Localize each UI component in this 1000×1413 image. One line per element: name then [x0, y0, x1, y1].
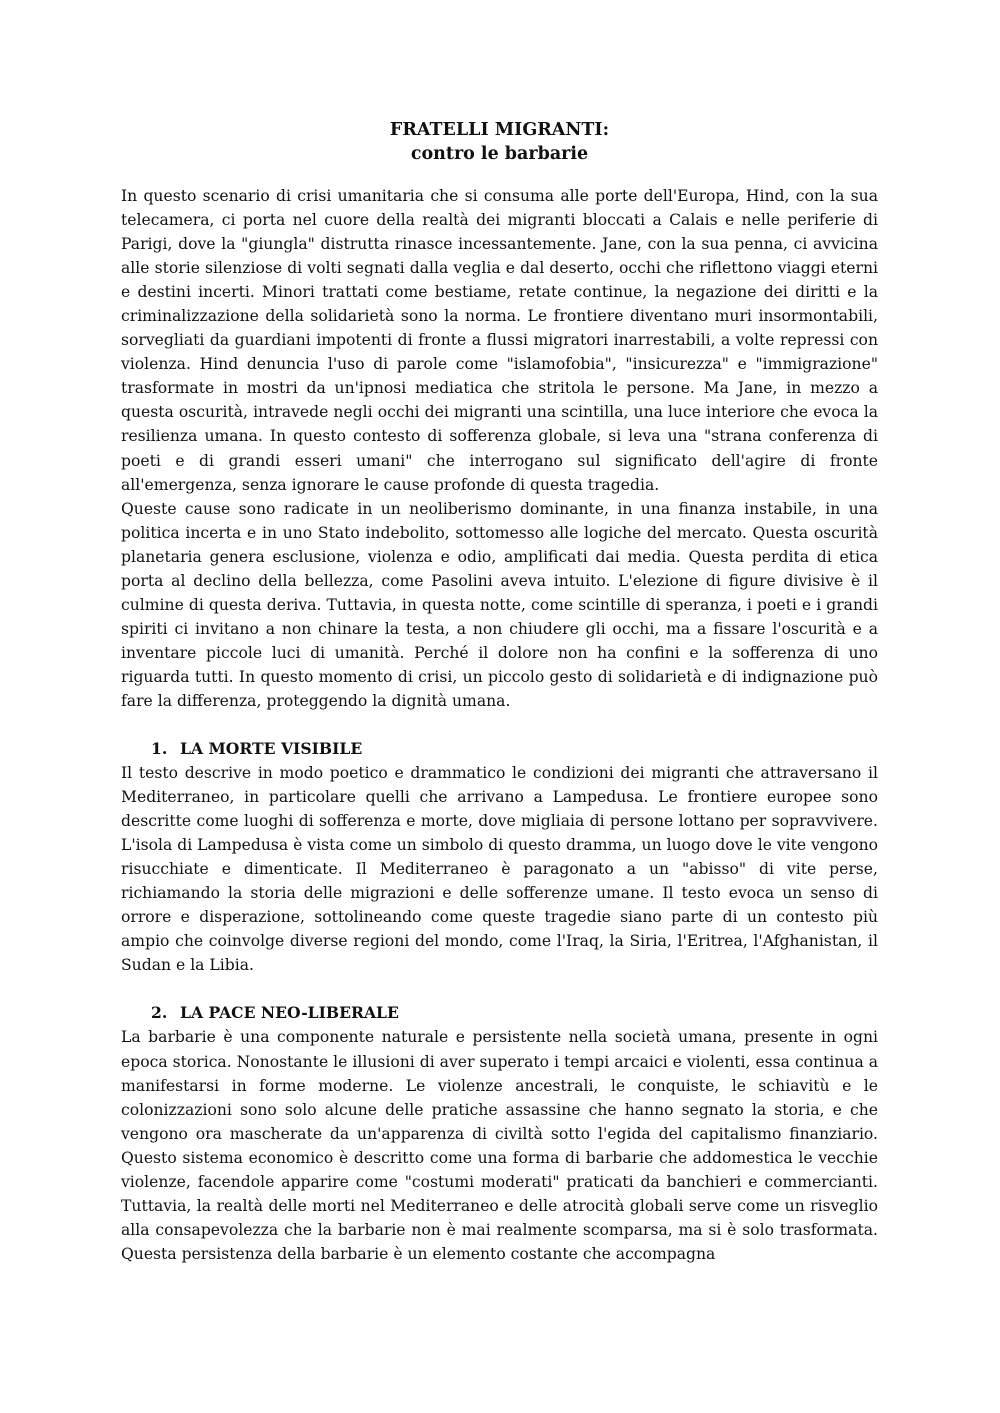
section-2-number: 2.	[151, 1003, 168, 1023]
section-1-number: 1.	[151, 739, 168, 759]
section-2-heading	[121, 1001, 878, 1025]
title-line-2: contro le barbarie	[410, 144, 589, 164]
section-2-text: La barbarie è una componente naturale e persistente nella società umana, presente in ogni epoca storica. Nonostante le illusioni di aver superato i tempi arcaici e violenti, essa continua a manifestarsi in forme moderne. Le violenze ancestrali, le conquiste, le schiavitù e le colonizzazioni sono solo alcune delle pratiche assassine che hanno segnato la storia, e che vengono ora mascherate da un'apparenza di civiltà sotto l'egida del capitalismo finanziario. Questo sistema economico è descritto come una forma di barbarie che addomestica le vecchie violenze, facendole apparire come "costumi moderati" praticati da banchieri e commercianti. Tuttavia, la realtà delle morti nel Mediterraneo e delle atrocità globali serve come un risveglio alla consapevolezza che la barbarie non è mai realmente scomparsa, ma si è solo trasformata. Questa persistenza della barbarie è un elemento costante che accompagna	[121, 1028, 878, 1263]
document-page	[121, 118, 878, 1266]
title-line-1: FRATELLI MIGRANTI:	[389, 120, 610, 140]
intro-paragraph-2: Queste cause sono radicate in un neoliberismo dominante, in una finanza instabile, in una politica incerta e in uno Stato indebolito, sottomesso alle logiche del mercato. Questa oscurità planetaria genera esclusione, violenza e odio, amplificati dai media. Questa perdita di etica porta al declino della bellezza, come Pasolini aveva intuito. L'elezione di figure divisive è il culmine di questa deriva. Tuttavia, in questa notte, come scintille di speranza, i poeti e i grandi spiriti ci invitano a non chinare la testa, a non chiudere gli occhi, ma a fissare l'oscurità e a inventare piccole luci di umanità. Perché il dolore non ha confini e la sofferenza di uno riguarda tutti. In questo momento di crisi, un piccolo gesto di solidarietà e di indignazione può fare la differenza, proteggendo la dignità umana.	[121, 499, 878, 710]
section-1-title: LA MORTE VISIBILE	[180, 739, 363, 759]
intro-paragraph-1: In questo scenario di crisi umanitaria che si consuma alle porte dell'Europa, Hind, con la sua telecamera, ci porta nel cuore della realtà dei migranti bloccati a Calais e nelle periferie di Parigi, dove la "giungla" distrutta rinasce incessantemente. Jane, con la sua penna, ci avvicina alle storie silenziose di volti segnati dalla veglia e dal deserto, occhi che riflettono viaggi eterni e destini incerti. Minori trattati come bestiame, retate continue, la negazione dei diritti e la criminalizzazione della solidarietà sono la norma. Le frontiere diventano muri insormontabili, sorvegliati da guardiani impotenti di fronte a flussi migratori inarrestabili, a volte repressi con violenza. Hind denuncia l'uso di parole come "islamofobia", "insicurezza" e "immigrazione" trasformate in mostri da un'ipnosi mediatica che stritola le persone. Ma Jane, in mezzo a questa oscurità, intravede negli occhi dei migranti una scintilla, una luce interiore che evoca la resilienza umana. In questo contesto di sofferenza globale, si leva una "strana conferenza di poeti e di grandi esseri umani" che interrogano sul significato dell'agire di fronte all'emergenza, senza ignorare le cause profonde di questa tragedia.	[121, 187, 878, 494]
section-1-text: Il testo descrive in modo poetico e drammatico le condizioni dei migranti che attraversano il Mediterraneo, in particolare quelli che arrivano a Lampedusa. Le frontiere europee sono descritte come luoghi di sofferenza e morte, dove migliaia di persone lottano per sopravvivere. L'isola di Lampedusa è vista come un simbolo di questo dramma, un luogo dove le vite vengono risucchiate e dimenticate. Il Mediterraneo è paragonato a un "abisso" di vite perse, richiamando la storia delle migrazioni e delle sofferenze umane. Il testo evoca un senso di orrore e disperazione, sottolineando come queste tragedie siano parte di un contesto più ampio che coinvolge diverse regioni del mondo, come l'Iraq, la Siria, l'Eritrea, l'Afghanistan, il Sudan e la Libia.	[121, 764, 879, 975]
section-1-heading	[121, 737, 878, 761]
document-title	[121, 118, 878, 166]
section-2-title: LA PACE NEO-LIBERALE	[180, 1003, 399, 1023]
